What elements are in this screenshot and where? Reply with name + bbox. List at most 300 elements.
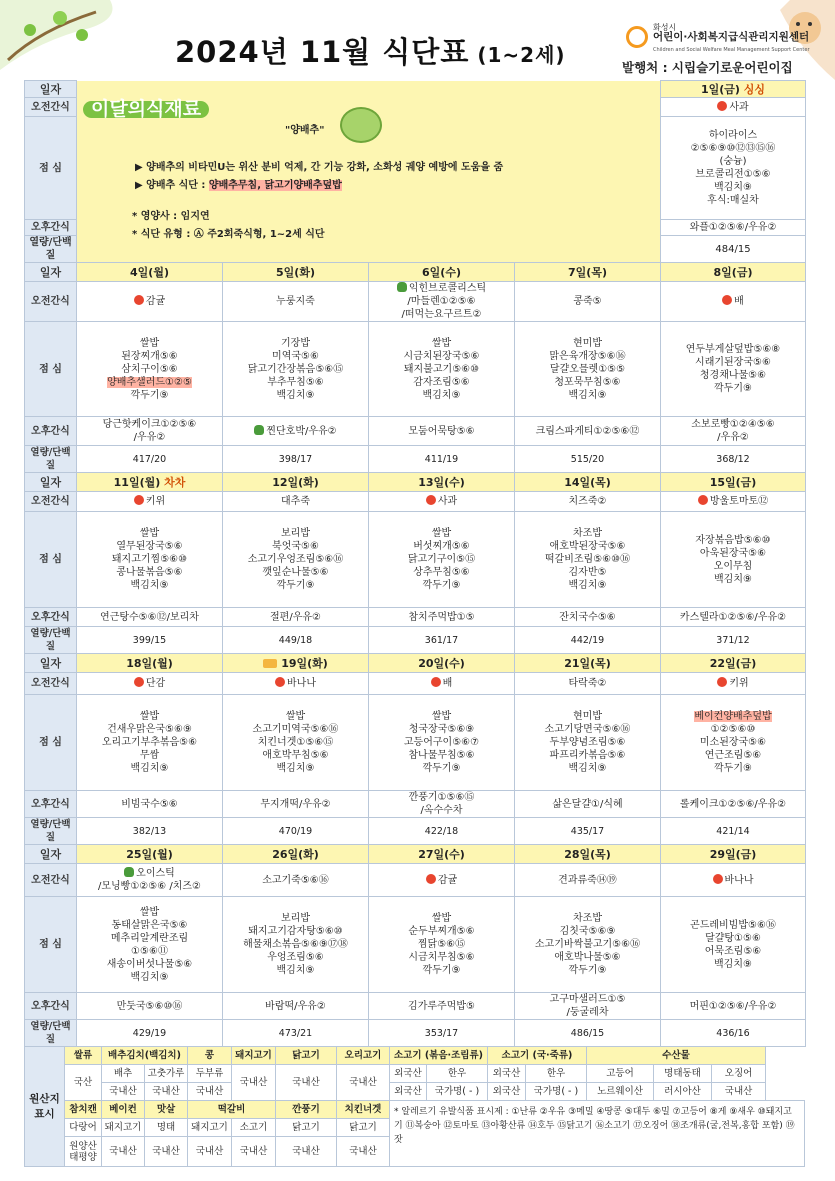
text-line: 깍두기⑨ bbox=[568, 965, 607, 976]
text-line: 치즈죽② bbox=[568, 496, 607, 507]
text-line: 삼치구이⑤⑥ bbox=[121, 363, 178, 375]
text-line: 청포묵무침⑤⑥ bbox=[554, 376, 621, 388]
am-snack bbox=[223, 864, 369, 897]
text-line: /마들렌①②⑤⑥ bbox=[407, 296, 476, 307]
origin-table bbox=[24, 1046, 805, 1167]
text-line: 메추리알계란조림 bbox=[110, 932, 189, 944]
am-snack bbox=[661, 282, 806, 322]
origin-subheader bbox=[102, 1119, 145, 1137]
calorie-protein: 353/17 bbox=[369, 1020, 515, 1047]
lunch-menu bbox=[369, 695, 515, 791]
text-line: 된장찌개⑤⑥ bbox=[121, 350, 178, 362]
day-date bbox=[661, 263, 806, 282]
origin-header bbox=[276, 1101, 337, 1119]
text-line: 돼지고기 bbox=[191, 1122, 228, 1133]
text-line: 북엇국⑤⑥ bbox=[272, 541, 319, 552]
origin-value bbox=[712, 1083, 766, 1101]
ingredient-dishes bbox=[135, 179, 342, 192]
publisher: 발행처 : 시립슬기로운어린이집 bbox=[622, 60, 793, 75]
text-line: 깍두기⑨ bbox=[422, 580, 461, 591]
row-label-cal: 열량/단백질 bbox=[25, 446, 77, 473]
text-line: 청국장국⑤⑥⑨ bbox=[408, 724, 475, 735]
text-line: /떠먹는요구르트② bbox=[401, 309, 482, 320]
text-line: 달걀오믈렛①⑤⑤ bbox=[549, 363, 626, 375]
pm-snack bbox=[223, 417, 369, 446]
calorie-protein: 436/16 bbox=[661, 1020, 806, 1047]
am-snack bbox=[223, 282, 369, 322]
am-snack bbox=[515, 864, 661, 897]
text-line: 닭고기 bbox=[292, 1050, 320, 1061]
fruit-icon bbox=[722, 295, 732, 305]
text-line: 우엉조림⑤⑥ bbox=[267, 952, 324, 963]
origin-value bbox=[488, 1083, 526, 1101]
text-line: 국내산 bbox=[349, 1146, 377, 1157]
text-line: 소보로빵①②④⑤⑥ bbox=[691, 419, 775, 430]
text-line: 깐풍기 bbox=[292, 1104, 320, 1115]
fruit-icon bbox=[717, 677, 727, 687]
vegetable-icon bbox=[124, 867, 134, 877]
text-line: 백김치⑨ bbox=[568, 580, 607, 591]
calorie-protein: 470/19 bbox=[223, 818, 369, 845]
origin-subheader bbox=[102, 1065, 145, 1083]
text-line: 백김치⑨ bbox=[130, 971, 169, 983]
lunch-menu bbox=[661, 117, 806, 220]
text-line: 만둣국⑤⑥⑩⑯ bbox=[116, 1000, 183, 1012]
calorie-protein: 486/15 bbox=[515, 1020, 661, 1047]
text-line: 김자반⑤ bbox=[568, 567, 607, 578]
pm-snack bbox=[515, 791, 661, 818]
date-text: 5일(화) bbox=[276, 265, 315, 279]
text-line: 비빔국수⑤⑥ bbox=[121, 798, 178, 810]
origin-header bbox=[65, 1047, 102, 1065]
fruit-icon bbox=[426, 874, 436, 884]
text-line: 쌀밥 bbox=[139, 528, 160, 539]
origin-value bbox=[232, 1065, 276, 1101]
text-line: 후식:매실차 bbox=[707, 195, 759, 206]
pm-snack bbox=[223, 993, 369, 1020]
date-text: 11일(월) bbox=[113, 475, 161, 489]
date-text: 19일(화) bbox=[281, 656, 328, 670]
origin-value bbox=[276, 1065, 337, 1101]
row-label-am: 오전간식 bbox=[25, 673, 77, 695]
row-label-am: 오전간식 bbox=[25, 282, 77, 322]
text-line: (숭늉) bbox=[719, 156, 747, 167]
row-label-cal: 열량/단백질 bbox=[25, 236, 77, 263]
text-line: 소고기바싹불고기⑤⑥⑯ bbox=[534, 939, 641, 950]
text-line: 부추무침⑤⑥ bbox=[267, 376, 324, 388]
row-label-pm: 오후간식 bbox=[25, 417, 77, 446]
text-line: 오이스틱 bbox=[136, 868, 175, 879]
pm-snack bbox=[369, 417, 515, 446]
row-label-date: 일자 bbox=[25, 654, 77, 673]
text-line: /둥굴레차 bbox=[566, 1007, 609, 1018]
text-line: 깐풍기①⑤⑥⑮ bbox=[408, 792, 475, 803]
text-line: 오이무침 bbox=[713, 560, 753, 572]
text-line: 머핀①②⑤⑥/우유② bbox=[689, 1000, 777, 1012]
text-line: 버섯찌개⑤⑥ bbox=[413, 541, 470, 552]
text-line: 두부류 bbox=[195, 1068, 224, 1079]
ingredient-dishes-prefix: ▶ 양배추 식단 : bbox=[135, 179, 209, 191]
text-line: 청경채나물⑤⑥ bbox=[699, 370, 767, 381]
text-line: 돼지고기 bbox=[235, 1050, 272, 1061]
text-line: 맛살 bbox=[156, 1104, 176, 1115]
origin-value bbox=[337, 1137, 390, 1167]
am-snack bbox=[515, 492, 661, 512]
text-line: 참치캔 bbox=[69, 1104, 97, 1115]
day-date bbox=[223, 654, 369, 673]
text-line: 다랑어 bbox=[69, 1122, 97, 1133]
text-line: 참치주먹밥①⑤ bbox=[408, 611, 475, 623]
text-line: 국내산 bbox=[239, 1146, 268, 1157]
text-line: 순두부찌개⑤⑥ bbox=[408, 926, 475, 937]
date-text: 22일(금) bbox=[709, 656, 757, 670]
text-line: 잔치국수⑤⑥ bbox=[559, 611, 616, 623]
origin-subheader bbox=[276, 1119, 337, 1137]
text-line: 표시 bbox=[34, 1107, 55, 1120]
menu-table bbox=[24, 80, 806, 1047]
highlight-dish: 양배추샐러드①②⑤ bbox=[107, 376, 192, 388]
text-line: 배추김치(백김치) bbox=[108, 1050, 181, 1061]
origin-subheader bbox=[654, 1065, 712, 1083]
lunch-menu bbox=[661, 512, 806, 608]
text-line: 콩나물볶음⑤⑥ bbox=[116, 567, 183, 578]
origin-value bbox=[390, 1083, 427, 1101]
origin-value bbox=[65, 1065, 102, 1101]
day-date bbox=[369, 845, 515, 864]
text-line: 백김치⑨ bbox=[568, 763, 607, 774]
row-label-cal: 열량/단백질 bbox=[25, 627, 77, 654]
text-line: 소고기우엉조림⑤⑥⑯ bbox=[247, 554, 344, 565]
text-line: 배 bbox=[734, 296, 744, 307]
origin-header bbox=[188, 1101, 276, 1119]
day-date bbox=[77, 654, 223, 673]
text-line: 고구마샐러드①⑤ bbox=[549, 994, 626, 1005]
text-line: 고춧가루 bbox=[147, 1068, 185, 1079]
fruit-icon bbox=[431, 677, 441, 687]
calorie-protein: 473/21 bbox=[223, 1020, 369, 1047]
row-label-am: 오전간식 bbox=[25, 864, 77, 897]
pm-snack bbox=[661, 608, 806, 627]
fruit-icon bbox=[717, 101, 727, 111]
day-date bbox=[515, 473, 661, 492]
text-line: 두부양념조림⑤⑥ bbox=[549, 737, 626, 748]
text-line: 닭고기 bbox=[292, 1122, 320, 1133]
text-line: 백김치⑨ bbox=[130, 763, 169, 774]
text-line: /우유② bbox=[717, 432, 749, 443]
text-line: /옥수수차 bbox=[420, 805, 463, 816]
date-text: 4일(월) bbox=[130, 265, 169, 279]
text-line: 깍두기⑨ bbox=[422, 763, 461, 774]
pm-snack bbox=[77, 608, 223, 627]
text-line: 쌀밥 bbox=[431, 337, 452, 349]
text-line: 애호박나물⑤⑥ bbox=[554, 952, 621, 963]
text-line: 한우 bbox=[546, 1068, 566, 1079]
am-snack bbox=[223, 492, 369, 512]
text-line: 롤케이크①②⑤⑥/우유② bbox=[679, 798, 787, 810]
row-label-pm: 오후간식 bbox=[25, 220, 77, 236]
ingredient-dishes-list: 양배추무침, 닭고기양배추덮밥 bbox=[208, 179, 342, 191]
calorie-protein: 361/17 bbox=[369, 627, 515, 654]
date-text: 6일(수) bbox=[422, 265, 461, 279]
lunch-menu bbox=[77, 512, 223, 608]
text-line: 국내산 bbox=[152, 1146, 180, 1157]
text-line: 사과 bbox=[437, 496, 458, 507]
date-text: 12일(화) bbox=[272, 475, 319, 489]
org-region: 화성시 bbox=[653, 23, 677, 32]
text-line: 국내산 bbox=[195, 1086, 224, 1097]
text-line: 보리밥 bbox=[281, 528, 310, 539]
origin-header bbox=[232, 1047, 276, 1065]
am-snack-text: 사과 bbox=[729, 101, 749, 113]
pm-snack bbox=[661, 417, 806, 446]
am-snack bbox=[661, 492, 806, 512]
text-line: 새송이버섯나물⑤⑥ bbox=[106, 958, 193, 970]
text-line: 보리밥 bbox=[281, 913, 310, 924]
origin-value bbox=[427, 1083, 488, 1101]
text-line: 해물채소볶음⑤⑥⑨⑰⑱ bbox=[243, 939, 348, 950]
origin-value bbox=[188, 1137, 232, 1167]
date-text: 29일(금) bbox=[709, 847, 757, 861]
lunch-menu bbox=[369, 322, 515, 417]
text-line: 쌀밥 bbox=[139, 711, 160, 722]
pm-snack bbox=[77, 993, 223, 1020]
am-snack bbox=[77, 864, 223, 897]
text-line: 치킨너겟 bbox=[344, 1104, 382, 1115]
text-line: 한우 bbox=[447, 1068, 467, 1079]
am-snack bbox=[369, 864, 515, 897]
text-line: 떡갈비조림⑤⑥⑩⑯ bbox=[544, 554, 631, 565]
origin-header bbox=[337, 1101, 390, 1119]
date-text: 28일(목) bbox=[564, 847, 611, 861]
am-snack bbox=[77, 282, 223, 322]
text-line: 외국산 bbox=[394, 1086, 422, 1097]
text-line: 오리고기부추볶음⑤⑥ bbox=[101, 737, 198, 748]
org-logo-icon bbox=[626, 26, 648, 48]
calorie-protein: 417/20 bbox=[77, 446, 223, 473]
text-line: 모둠어묵탕⑤⑥ bbox=[408, 425, 475, 437]
text-line: 상추무침⑤⑥ bbox=[413, 567, 470, 578]
origin-value bbox=[654, 1083, 712, 1101]
text-line: 맑은육개장⑤⑥⑯ bbox=[549, 350, 626, 362]
text-line: 돼지고기찜⑤⑥⑩ bbox=[111, 554, 188, 565]
text-line: 무쌈 bbox=[139, 750, 160, 761]
origin-value bbox=[102, 1083, 145, 1101]
calorie-protein: 422/18 bbox=[369, 818, 515, 845]
text-line: 하이라이스 bbox=[708, 130, 758, 141]
am-snack bbox=[515, 282, 661, 322]
text-line: 백김치⑨ bbox=[568, 389, 607, 401]
text-line: 백김치⑨ bbox=[422, 389, 461, 401]
text-line: 명태동태 bbox=[664, 1068, 701, 1079]
day-date bbox=[223, 845, 369, 864]
text-line: 국내산 bbox=[109, 1146, 137, 1157]
text-line: 닭고기 bbox=[349, 1122, 377, 1133]
text-line: 원양산 bbox=[69, 1140, 97, 1152]
origin-subheader bbox=[145, 1065, 188, 1083]
fruit-icon bbox=[134, 495, 144, 505]
day-date bbox=[369, 654, 515, 673]
lunch-menu bbox=[77, 695, 223, 791]
fruit-icon bbox=[426, 495, 436, 505]
text-line: 대추죽 bbox=[281, 496, 310, 507]
text-line: 쌀밥 bbox=[431, 528, 452, 539]
date-text: 18일(월) bbox=[126, 656, 173, 670]
pm-snack bbox=[515, 993, 661, 1020]
text-line: 오징어 bbox=[724, 1068, 753, 1079]
text-line: 단감 bbox=[145, 678, 166, 689]
day-date bbox=[661, 81, 806, 98]
pm-snack bbox=[223, 791, 369, 818]
pm-snack bbox=[369, 993, 515, 1020]
day-date bbox=[661, 654, 806, 673]
day-date bbox=[223, 263, 369, 282]
origin-subheader bbox=[427, 1065, 488, 1083]
text-line: 백김치⑨ bbox=[276, 763, 315, 774]
row-label-pm: 오후간식 bbox=[25, 608, 77, 627]
text-line: 떡갈비 bbox=[217, 1104, 246, 1115]
text-line: 깻잎순나물⑤⑥ bbox=[262, 567, 329, 578]
origin-value bbox=[188, 1083, 232, 1101]
vegetable-icon bbox=[397, 282, 407, 292]
text-line: 쌀밥 bbox=[431, 913, 452, 924]
text-line: 러시아산 bbox=[664, 1086, 701, 1097]
origin-value bbox=[145, 1083, 188, 1101]
row-label-lunch: 점 심 bbox=[25, 695, 77, 791]
origin-header bbox=[102, 1047, 188, 1065]
text-line: 닭고기구이⑤⑮ bbox=[407, 554, 476, 565]
calorie-protein: 421/14 bbox=[661, 818, 806, 845]
text-line: 연근조림⑤⑥ bbox=[704, 750, 762, 761]
lunch-menu bbox=[515, 512, 661, 608]
ingredient-benefit: ▶ 양배추의 비타민U는 위산 분비 억제, 간 기능 강화, 소화성 궤양 예방에 도움을 줌 bbox=[135, 161, 504, 173]
text-line: 깍두기⑨ bbox=[714, 763, 752, 774]
date-text: 14일(목) bbox=[564, 475, 611, 489]
text-line: 깍두기⑨ bbox=[130, 389, 169, 401]
text-line: 애호박된장국⑤⑥ bbox=[549, 541, 626, 552]
lunch-menu bbox=[515, 322, 661, 417]
row-label-pm: 오후간식 bbox=[25, 791, 77, 818]
day-date bbox=[369, 473, 515, 492]
origin-header bbox=[587, 1047, 766, 1065]
origin-subheader bbox=[587, 1065, 654, 1083]
text-line: 현미밥 bbox=[573, 711, 602, 722]
ingredient-name: "양배추" bbox=[285, 124, 325, 136]
text-line: 쌀밥 bbox=[285, 711, 306, 722]
origin-header bbox=[390, 1047, 488, 1065]
text-line: 아욱된장국⑤⑥ bbox=[699, 547, 767, 559]
calorie-protein: 442/19 bbox=[515, 627, 661, 654]
pm-snack: 와플①②⑤⑥/우유② bbox=[661, 220, 806, 236]
cake-icon bbox=[263, 659, 277, 668]
calorie-protein: 435/17 bbox=[515, 818, 661, 845]
text-line: 소고기죽⑤⑥⑯ bbox=[262, 874, 329, 886]
row-label-lunch: 점 심 bbox=[25, 512, 77, 608]
pm-snack bbox=[77, 417, 223, 446]
text-line: 타락죽② bbox=[568, 678, 607, 689]
text-line: 김가루주먹밥⑤ bbox=[408, 1000, 475, 1012]
text-line: 베이컨 bbox=[109, 1104, 137, 1115]
date-text: 27일(수) bbox=[418, 847, 465, 861]
am-snack bbox=[661, 673, 806, 695]
text-line: 바나나 bbox=[724, 874, 754, 886]
text-line: 백김치⑨ bbox=[276, 389, 315, 401]
origin-subheader bbox=[145, 1119, 188, 1137]
origin-value bbox=[526, 1083, 587, 1101]
am-snack bbox=[369, 282, 515, 322]
text-line: 바람떡/우유② bbox=[265, 1000, 326, 1012]
text-line: 깍두기⑨ bbox=[714, 383, 752, 394]
text-line: 백김치⑨ bbox=[714, 958, 752, 970]
am-snack bbox=[515, 673, 661, 695]
text-line: * 알레르기 유발식품 표시제 : ①난류 ②우유 ③메밀 ④땅콩 ⑤대두 ⑥밀 ⑦고등어 ⑧게 ⑨새우 ⑩돼지고기 ⑪복숭아 ⑫토마토 ⑬아황산류 ⑭호두 ⑮닭고기 ⑯소고기 ⑰오징어 ⑱조개류(굴,전복,홍합 포함) ⑲잣 bbox=[394, 1107, 795, 1145]
text-line: 닭고기간장볶음⑤⑥⑮ bbox=[247, 363, 344, 375]
day-date bbox=[77, 845, 223, 864]
text-line: 명태 bbox=[156, 1122, 176, 1133]
text-line: 돼지고기 bbox=[104, 1122, 142, 1133]
origin-value bbox=[587, 1083, 654, 1101]
day-date bbox=[369, 263, 515, 282]
text-line: 깍두기⑨ bbox=[422, 965, 461, 976]
day-badge: 차차 bbox=[160, 475, 186, 489]
lunch-menu bbox=[661, 322, 806, 417]
day-badge: 싱싱 bbox=[739, 82, 766, 96]
date-text: 8일(금) bbox=[713, 265, 753, 279]
text-line: 감귤 bbox=[437, 874, 458, 886]
highlight-dish: 베이컨양배추덮밥 bbox=[694, 711, 772, 722]
row-label-lunch: 점 심 bbox=[25, 117, 77, 220]
row-label-date: 일자 bbox=[25, 845, 77, 864]
text-line: 노르웨이산 bbox=[597, 1086, 643, 1097]
text-line: 쌀류 bbox=[73, 1050, 93, 1061]
row-label-cal: 열량/단백질 bbox=[25, 1020, 77, 1047]
day-date bbox=[661, 845, 806, 864]
text-line: 시금치된장국⑤⑥ bbox=[403, 350, 480, 362]
origin-value bbox=[232, 1137, 276, 1167]
cabbage-icon bbox=[340, 107, 382, 143]
date-text: 21일(목) bbox=[564, 656, 611, 670]
text-line: 당근핫케이크①②⑤⑥ bbox=[102, 419, 197, 430]
text-line: 백김치⑨ bbox=[276, 965, 315, 976]
calorie-protein: 515/20 bbox=[515, 446, 661, 473]
calorie-protein: 429/19 bbox=[77, 1020, 223, 1047]
text-line: 현미밥 bbox=[573, 337, 602, 349]
lunch-menu bbox=[77, 322, 223, 417]
text-line: 국내산 bbox=[195, 1146, 224, 1157]
day-date bbox=[515, 845, 661, 864]
text-line: 크림스파게티①②⑤⑥⑫ bbox=[535, 425, 640, 437]
text-line: 외국산 bbox=[492, 1086, 521, 1097]
text-line: 자장볶음밥⑤⑥⑩ bbox=[695, 534, 771, 546]
text-line: 동태살맑은국⑤⑥ bbox=[111, 919, 188, 931]
text-line: 국내산 bbox=[292, 1146, 320, 1157]
origin-value bbox=[276, 1137, 337, 1167]
text-line: 삶은달걀①/식혜 bbox=[552, 798, 623, 810]
text-line: 국내산 bbox=[109, 1086, 137, 1097]
diet-type: * 식단 유형 : Ⓐ 주2회죽식형, 1~2세 식단 bbox=[132, 228, 325, 240]
lunch-menu bbox=[661, 897, 806, 993]
text-line: 외국산 bbox=[394, 1068, 422, 1079]
origin-subheader bbox=[188, 1065, 232, 1083]
am-snack bbox=[223, 673, 369, 695]
text-line: 소고기 (볶음·조림류) bbox=[393, 1050, 484, 1061]
text-line: 기장밥 bbox=[281, 337, 310, 349]
lunch-menu bbox=[77, 897, 223, 993]
text-line: 소고기 bbox=[239, 1122, 268, 1133]
am-snack bbox=[661, 864, 806, 897]
am-snack bbox=[77, 492, 223, 512]
ingredient-heading bbox=[83, 95, 223, 131]
origin-header bbox=[276, 1047, 337, 1065]
